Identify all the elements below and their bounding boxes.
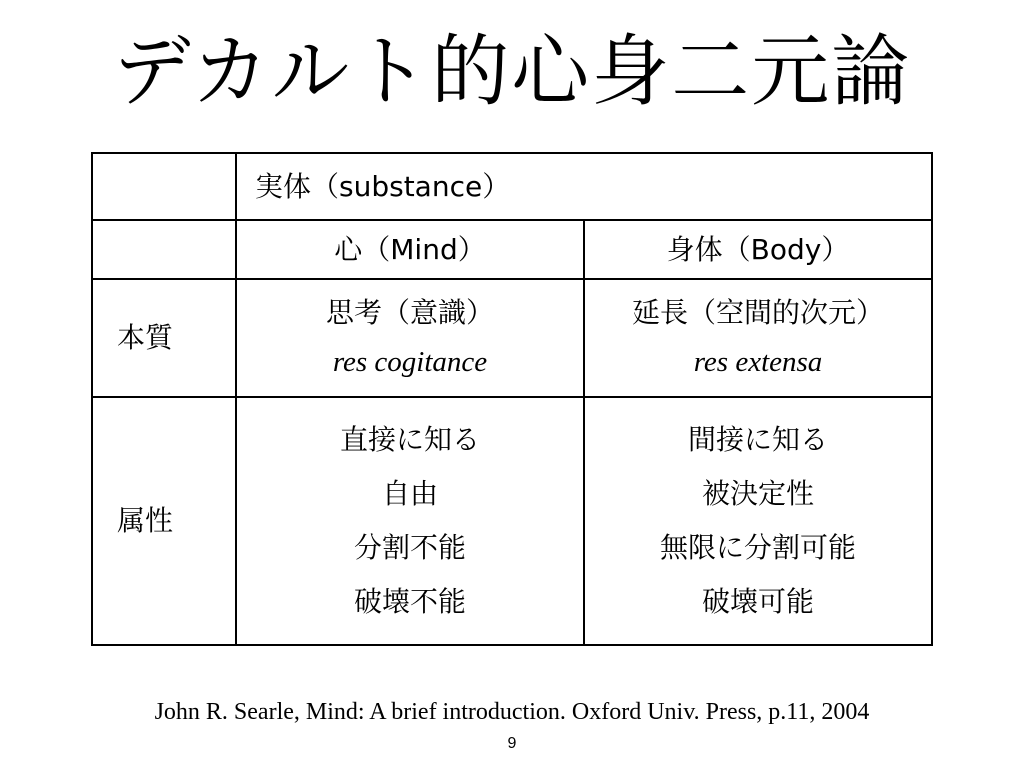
table-row bbox=[92, 220, 932, 279]
page-number: 9 bbox=[507, 735, 517, 752]
substance-header-cell: 実体（substance） bbox=[236, 153, 932, 220]
body-essence-cell bbox=[584, 279, 932, 397]
mind-attribute-item: 直接に知る bbox=[339, 423, 480, 456]
mind-attribute-item: 自由 bbox=[381, 477, 438, 510]
mind-attribute-item: 分割不能 bbox=[353, 531, 466, 564]
mind-essence-cell bbox=[236, 279, 584, 397]
body-essence-text: 延長（空間的次元） bbox=[631, 296, 884, 329]
mind-attributes-cell bbox=[236, 397, 584, 645]
attribute-label-cell: 属性 bbox=[92, 397, 236, 645]
body-header-cell: 身体（Body） bbox=[584, 220, 932, 279]
body-attribute-item: 無限に分割可能 bbox=[659, 531, 856, 564]
mind-attribute-item: 破壊不能 bbox=[353, 585, 466, 618]
table-row bbox=[92, 279, 932, 397]
body-attributes-cell bbox=[584, 397, 932, 645]
empty-label-cell bbox=[92, 220, 236, 279]
empty-corner-cell bbox=[92, 153, 236, 220]
body-attribute-item: 破壊可能 bbox=[701, 585, 814, 618]
slide-title: デカルト的心身二元論 bbox=[112, 27, 912, 117]
body-essence-latin: res extensa bbox=[693, 346, 823, 378]
mind-header-cell: 心（Mind） bbox=[236, 220, 584, 279]
mind-essence-latin: res cogitance bbox=[332, 346, 488, 378]
table-row bbox=[92, 397, 932, 645]
table-row bbox=[92, 153, 932, 220]
citation: John R. Searle, Mind: A brief introduction. Oxford Univ. Press, p.11, 2004 bbox=[154, 699, 870, 725]
mind-essence-text: 思考（意識） bbox=[325, 296, 494, 329]
body-attribute-item: 被決定性 bbox=[701, 477, 814, 510]
body-attribute-item: 間接に知る bbox=[687, 423, 828, 456]
dualism-table bbox=[91, 152, 933, 646]
essence-label-cell: 本質 bbox=[92, 279, 236, 397]
